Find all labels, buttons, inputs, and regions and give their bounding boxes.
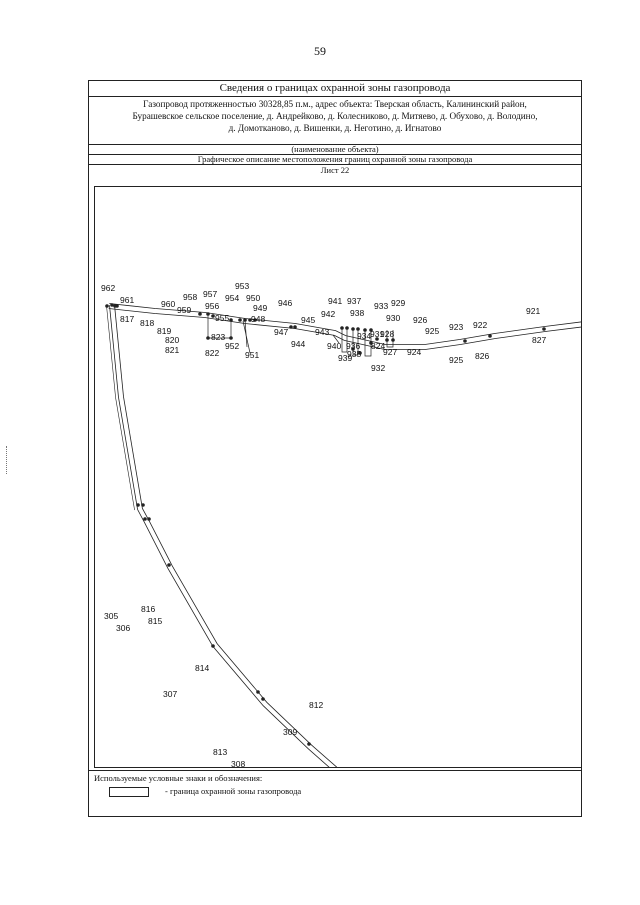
- point-label: 813: [213, 747, 228, 757]
- point-label: 921: [526, 306, 541, 316]
- corridor-south-boundary: [115, 305, 337, 767]
- graphic-caption: Графическое описание местоположения границ охранной зоны газопровода: [89, 154, 581, 165]
- boundary-point: [105, 304, 109, 308]
- point-label: 961: [120, 295, 135, 305]
- point-label: 948: [251, 314, 266, 324]
- boundary-point: [211, 644, 215, 648]
- point-label: 925: [425, 326, 440, 336]
- sheet-title: Сведения о границах охранной зоны газопровода: [89, 81, 581, 97]
- legend: [89, 770, 581, 817]
- boundary-point: [238, 318, 242, 322]
- boundary-point: [206, 336, 210, 340]
- point-label: 931: [370, 329, 385, 339]
- point-label: 306: [116, 623, 131, 633]
- point-label: 959: [177, 305, 192, 315]
- boundary-point: [141, 503, 145, 507]
- point-label: 933: [374, 301, 389, 311]
- point-label: 817: [120, 314, 135, 324]
- boundary-point: [351, 327, 355, 331]
- point-label: 924: [407, 347, 422, 357]
- boundary-point: [198, 312, 202, 316]
- point-label: 934: [357, 331, 372, 341]
- boundary-point: [167, 563, 171, 567]
- point-label: 929: [391, 298, 406, 308]
- point-label: 922: [473, 320, 488, 330]
- map-svg: [95, 187, 581, 768]
- point-label: 815: [148, 616, 163, 626]
- legend-label: - граница охранной зоны газопровода: [165, 786, 302, 796]
- point-label: 947: [274, 327, 289, 337]
- point-label: 942: [321, 309, 336, 319]
- point-label: 923: [449, 322, 464, 332]
- point-label: 940: [327, 341, 342, 351]
- boundary-point: [542, 327, 546, 331]
- boundary-point: [110, 303, 114, 307]
- point-label: 814: [195, 663, 210, 673]
- boundary-point: [229, 336, 233, 340]
- description-line: Бурашевское сельское поселение, д. Андрейково, д. Колесниково, д. Митяево, д. Обухово, д. Володино,: [132, 111, 538, 121]
- point-label: 946: [278, 298, 293, 308]
- point-label: 953: [235, 281, 250, 291]
- legend-swatch: [109, 787, 149, 797]
- point-label: 926: [413, 315, 428, 325]
- point-label: 938: [350, 308, 365, 318]
- point-label: 955: [215, 313, 230, 323]
- point-label: 952: [225, 341, 240, 351]
- boundary-point: [229, 318, 233, 322]
- point-label: 960: [161, 299, 176, 309]
- corridor-south-boundary: [110, 305, 334, 768]
- point-label: 956: [205, 301, 220, 311]
- point-label: 928: [380, 329, 395, 339]
- boundary-point: [147, 517, 151, 521]
- map-sheet: [88, 80, 582, 817]
- point-label: 936: [346, 341, 361, 351]
- point-label: 950: [246, 293, 261, 303]
- point-label: 308: [231, 759, 246, 769]
- point-label: 307: [163, 689, 178, 699]
- map-drawing: [94, 186, 581, 768]
- boundary-point: [256, 690, 260, 694]
- point-label: 944: [291, 339, 306, 349]
- point-label: 819: [157, 326, 172, 336]
- point-label: 305: [104, 611, 119, 621]
- point-label: 822: [205, 348, 220, 358]
- boundary-point: [307, 742, 311, 746]
- point-label: 927: [383, 347, 398, 357]
- object-name-caption: (наименование объекта): [89, 145, 581, 155]
- boundary-point: [289, 325, 293, 329]
- point-label: 930: [386, 313, 401, 323]
- point-label: 823: [211, 332, 226, 342]
- point-label: 827: [532, 335, 547, 345]
- boundary-point: [115, 304, 119, 308]
- sheet-label: Лист 22: [320, 165, 350, 175]
- point-label: 820: [165, 335, 180, 345]
- point-label: 949: [253, 303, 268, 313]
- boundary-point: [243, 318, 247, 322]
- boundary-point: [488, 334, 492, 338]
- boundary-point: [261, 697, 265, 701]
- point-label: 945: [301, 315, 316, 325]
- object-description: [89, 96, 581, 145]
- point-label: 812: [309, 700, 324, 710]
- boundary-point: [293, 325, 297, 329]
- point-label: 941: [328, 296, 343, 306]
- point-label: 925: [449, 355, 464, 365]
- legend-title: Используемые условные знаки и обозначения:: [94, 773, 263, 783]
- point-label: 824: [371, 341, 386, 351]
- point-label: 957: [203, 289, 218, 299]
- boundary-point: [143, 517, 147, 521]
- boundary-point: [206, 312, 210, 316]
- point-label: 951: [245, 350, 260, 360]
- point-label: 937: [347, 296, 362, 306]
- description-line: Газопровод протяженностью 30328,85 п.м., адрес объекта: Тверская область, Калининский район,: [143, 99, 527, 109]
- point-label: 935: [347, 349, 362, 359]
- boundary-point: [463, 339, 467, 343]
- point-label: 954: [225, 293, 240, 303]
- point-label: 943: [315, 327, 330, 337]
- page-number: 59: [314, 44, 326, 58]
- point-label: 818: [140, 318, 155, 328]
- point-label: 962: [101, 283, 116, 293]
- scan-edge-mark: [6, 446, 8, 474]
- point-label: 939: [338, 353, 353, 363]
- boundary-point: [340, 326, 344, 330]
- boundary-point: [136, 503, 140, 507]
- point-label: 821: [165, 345, 180, 355]
- boundary-point: [345, 326, 349, 330]
- point-label: 826: [475, 351, 490, 361]
- description-line: д. Домотканово, д. Вишенки, д. Неготино, д. Игнатово: [228, 123, 442, 133]
- point-label: 958: [183, 292, 198, 302]
- point-label: 816: [141, 604, 156, 614]
- point-label: 932: [371, 363, 386, 373]
- point-label: 309: [283, 727, 298, 737]
